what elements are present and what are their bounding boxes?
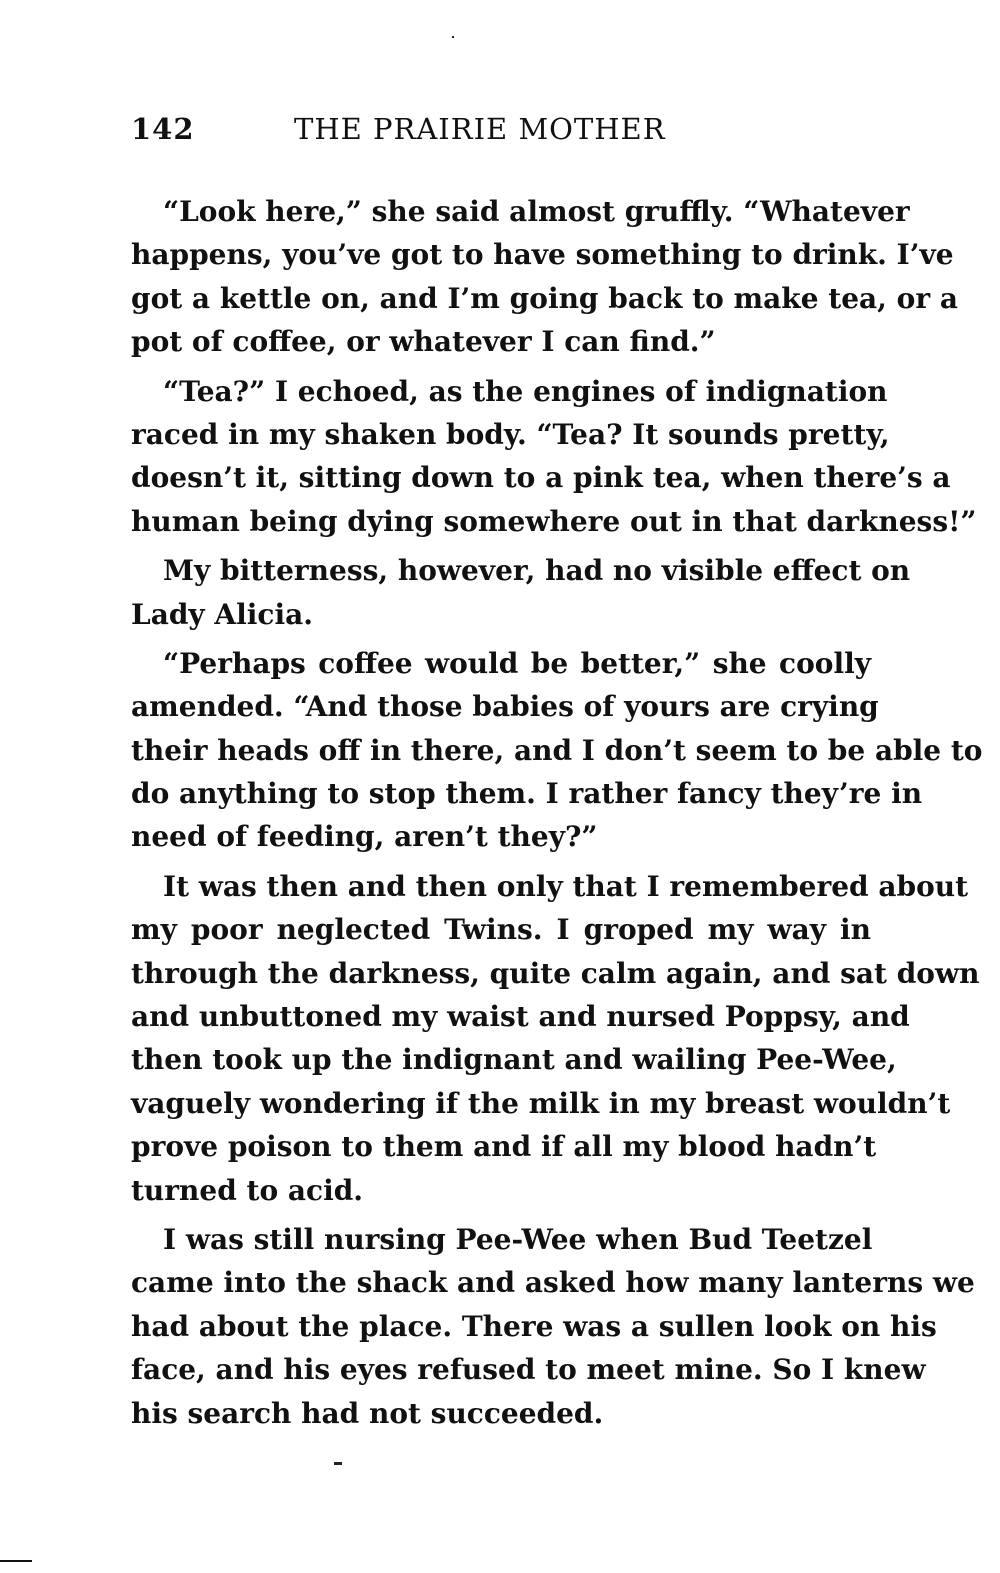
paragraph xyxy=(131,1218,975,1435)
text-line: his search had not succeeded. xyxy=(131,1396,604,1430)
text-line: through the darkness, quite calm again, and sat down xyxy=(131,956,980,990)
text-line: turned to acid. xyxy=(131,1173,364,1207)
text-line: pot of coffee, or whatever I can find.” xyxy=(131,325,716,359)
text-line: and unbuttoned my waist and nursed Poppsy, and xyxy=(131,1000,910,1034)
text-line: doesn’t it, sitting down to a pink tea, when there’s a xyxy=(131,461,951,495)
body-text xyxy=(131,190,983,1441)
paragraph xyxy=(131,549,911,636)
text-line: need of feeding, aren’t they?” xyxy=(131,820,598,854)
text-line: I was still nursing Pee-Wee when Bud Teetzel xyxy=(163,1222,873,1256)
text-line: “Look here,” she said almost gruffly. “Whatever xyxy=(163,195,910,228)
text-line: amended. “And those babies of yours are crying xyxy=(131,690,879,724)
text-line: raced in my shaken body. “Tea? It sounds pretty, xyxy=(131,417,890,451)
text-line: had about the place. There was a sullen look on his xyxy=(131,1309,937,1343)
page-header xyxy=(131,112,871,156)
text-line: human being dying somewhere out in that darkness!” xyxy=(131,504,977,538)
text-line: My bitterness, however, had no visible effect on xyxy=(163,554,911,588)
text-line: “Tea?” I echoed, as the engines of indignation xyxy=(163,374,888,408)
text-line: “Perhaps coffee would be better,” she coolly xyxy=(163,646,871,680)
text-line: their heads off in there, and I don’t seem to be able to xyxy=(131,733,983,767)
text-line: face, and his eyes refused to meet mine. So I knew xyxy=(131,1353,926,1387)
text-line: then took up the indignant and wailing Pee-Wee, xyxy=(131,1043,897,1077)
running-title: THE PRAIRIE MOTHER xyxy=(294,112,666,146)
text-line: prove poison to them and if all my blood hadn’t xyxy=(131,1130,877,1164)
text-line: came into the shack and asked how many lanterns we xyxy=(131,1266,975,1300)
text-line: happens, you’ve got to have something to drink. I’ve xyxy=(131,238,954,272)
text-line: do anything to stop them. I rather fancy they’re in xyxy=(131,777,923,811)
scan-speck xyxy=(334,1462,342,1465)
scan-edge-mark xyxy=(0,1560,32,1562)
paragraph xyxy=(131,865,980,1212)
paragraph xyxy=(131,370,977,544)
paragraph xyxy=(131,642,983,859)
text-line: It was then and then only that I remembered about xyxy=(163,869,969,903)
paragraph xyxy=(131,190,958,364)
page-number: 142 xyxy=(131,112,195,146)
scan-speck xyxy=(452,36,454,38)
text-line: my poor neglected Twins. I groped my way in xyxy=(131,913,871,947)
text-line: vaguely wondering if the milk in my breast wouldn’t xyxy=(131,1086,951,1120)
text-line: got a kettle on, and I’m going back to make tea, or a xyxy=(131,281,958,315)
text-line: Lady Alicia. xyxy=(131,597,313,631)
